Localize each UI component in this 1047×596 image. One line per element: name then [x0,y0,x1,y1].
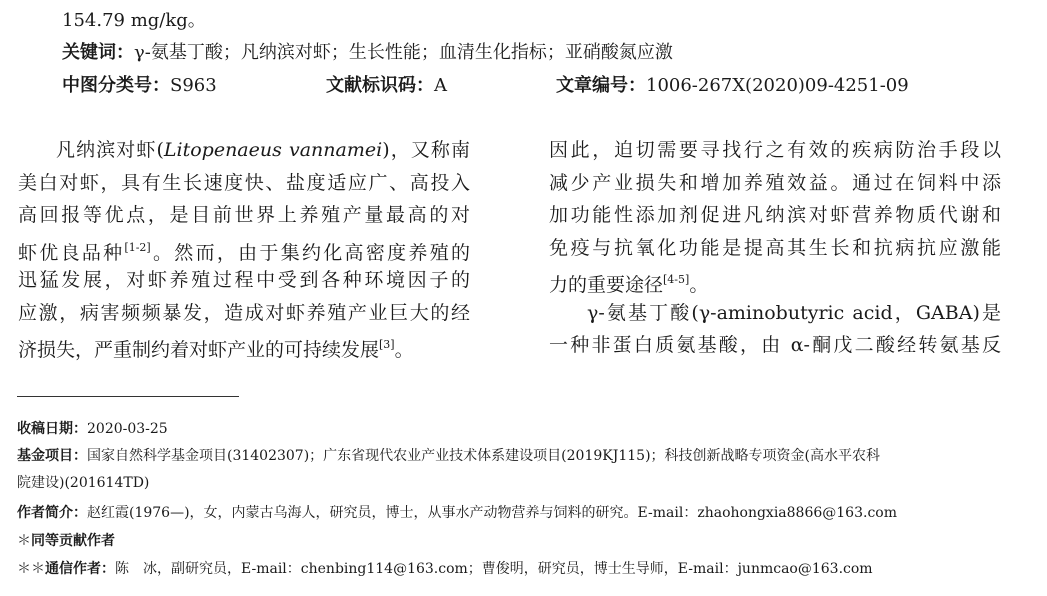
abstract-tail: 154.79 mg/kg。 [62,10,206,31]
clc-code [62,71,217,97]
corresponding-author [17,558,873,578]
clc-label: 中图分类号： [62,75,170,96]
article-number [556,71,909,97]
paragraph-line: 免疫与抗氧化功能是提高其生长和抗病抗应激能 [549,236,1001,259]
received-date [17,418,168,438]
citation-ref: [4-5] [663,273,690,286]
equal-contribution [17,530,115,550]
corresponding-mark: ＊＊ [17,561,45,577]
left-column [18,134,470,362]
received-value: 2020-03-25 [87,421,168,437]
document-code-value: A [434,75,447,96]
paragraph-line: 应激，病害频频暴发，造成对虾养殖产业巨大的经 [18,301,470,324]
keywords-label: 关键词： [62,42,134,63]
author-value: 赵红霞(1976—)，女，内蒙古乌海人，研究员，博士，从事水产动物营养与饲料的研究。E-mail：zhaohongxia8866@163.com [87,505,897,521]
citation-ref: [1-2] [124,240,151,254]
paragraph-line: 迅猛发展，对虾养殖过程中受到各种环境因子的 [18,269,470,291]
paragraph-line: 一种非蛋白质氨基酸，由 α-酮戊二酸经转氨基反 [549,334,1001,356]
clc-value: S963 [170,75,217,96]
footnote-divider [17,396,239,397]
latin-species-name: Litopenaeus vannamei [163,139,383,161]
article-number-label: 文章编号： [556,75,646,96]
paragraph-line: 减少产业损失和增加养殖效益。通过在饲料中添 [549,171,1001,194]
equal-contribution-mark: ＊ [17,533,31,549]
paragraph-line: 加功能性添加剂促进凡纳滨对虾营养物质代谢和 [549,204,1001,226]
fund-project-cont: 院建设)(201614TD) [17,475,150,491]
paragraph-line: γ-氨基丁酸(γ-aminobutyric acid，GABA)是 [587,301,1001,324]
received-label: 收稿日期： [17,421,87,437]
paragraph-line: 凡纳滨对虾(Litopenaeus vannamei)，又称南 [56,139,470,161]
author-intro [17,502,897,522]
keywords-line [62,38,673,64]
corresponding-value: 陈 冰，副研究员，E-mail：chenbing114@163.com；曹俊明，研究员，博士生导师，E-mail：junmcao@163.com [115,561,873,577]
keywords-text: γ-氨基丁酸；凡纳滨对虾；生长性能；血清生化指标；亚硝酸氮应激 [134,42,673,63]
fund-project [17,445,880,465]
paragraph-line: 美白对虾，具有生长速度快、盐度适应广、高投入 [18,171,470,194]
corresponding-label: 通信作者： [45,561,115,577]
paragraph-line: 高回报等优点，是目前世界上养殖产量最高的对 [18,204,470,226]
citation-ref: [3] [379,338,395,351]
paragraph-line: 虾优良品种[1-2]。然而，由于集约化高密度养殖的 [18,240,470,264]
fund-line-1: 国家自然科学基金项目(31402307)；广东省现代农业产业技术体系建设项目(2019KJ115)；科技创新战略专项资金(高水平农科 [87,448,880,464]
author-label: 作者简介： [17,505,87,521]
document-code [326,71,447,97]
paragraph-line: 济损失，严重制约着对虾产业的可持续发展[3]。 [18,338,414,361]
equal-contribution-label: 同等贡献作者 [31,533,115,549]
fund-label: 基金项目： [17,448,87,464]
article-number-value: 1006-267X(2020)09-4251-09 [646,75,909,96]
paragraph-line: 力的重要途径[4-5]。 [549,273,709,296]
paragraph-line: 因此，迫切需要寻找行之有效的疾病防治手段以 [549,139,1001,161]
right-column [549,134,1001,362]
document-code-label: 文献标识码： [326,75,434,96]
